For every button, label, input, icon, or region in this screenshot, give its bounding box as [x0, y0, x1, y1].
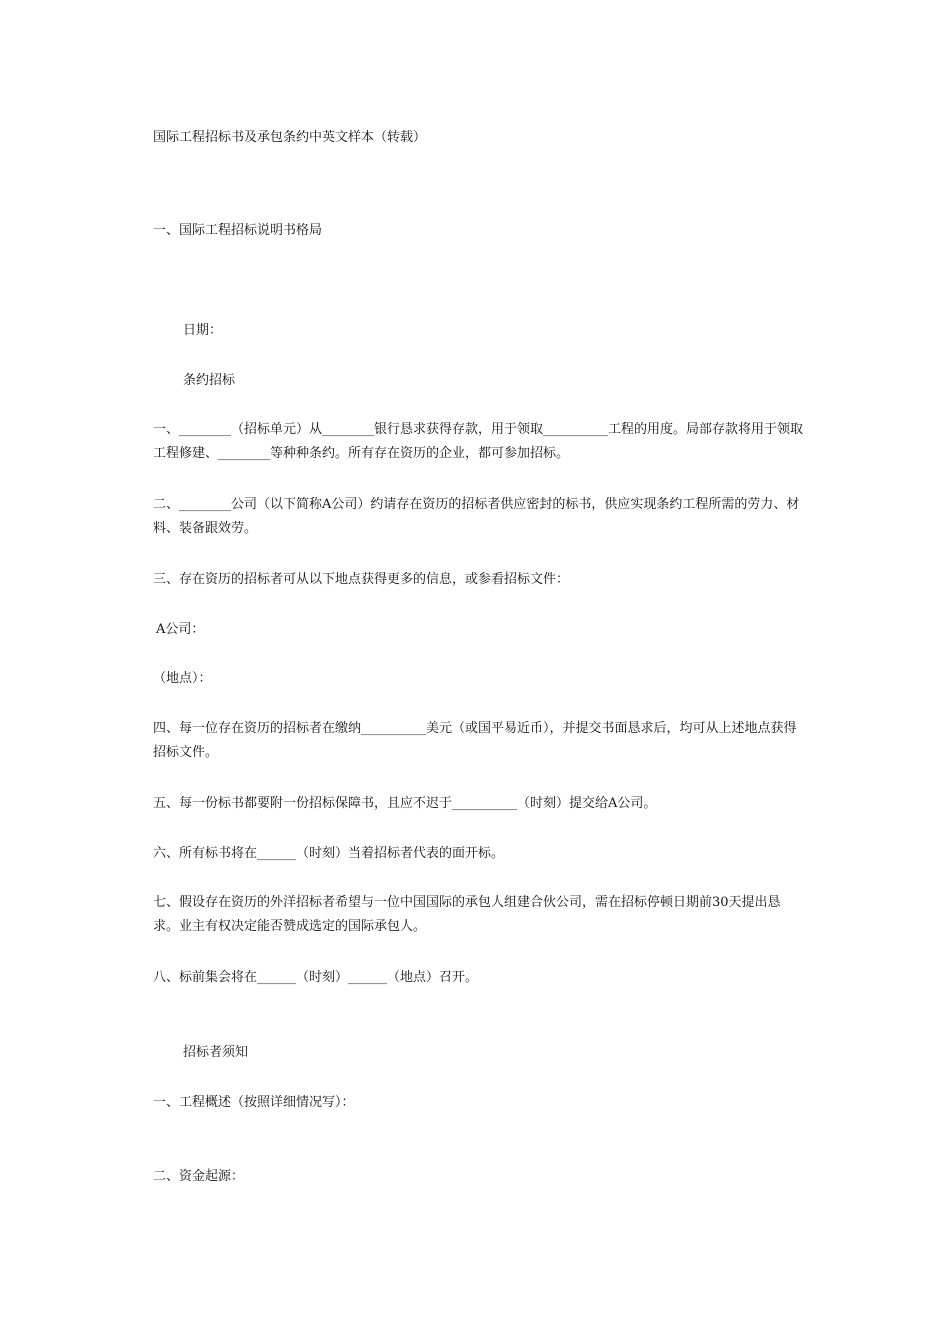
- subheading-bidder-instructions: 招标者须知: [183, 1045, 249, 1060]
- section-heading: 一、国际工程招标说明书格局: [153, 223, 323, 238]
- paragraph-item-6: 六、所有标书将在______（时刻）当着招标者代表的面开标。: [153, 846, 505, 861]
- document-title: 国际工程招标书及承包条约中英文样本（转载）: [153, 130, 427, 145]
- date-label: 日期：: [183, 323, 223, 338]
- note-funding-source: 二、资金起源：: [153, 1169, 245, 1184]
- paragraph-item-2: 二、________公司（以下简称A公司）约请存在资历的招标者供应密封的标书，供应实现条约工程所需的劳力、材料、装备跟效劳。: [153, 497, 800, 536]
- subheading-contract-bidding: 条约招标: [183, 373, 236, 388]
- company-a-label: A公司：: [156, 622, 205, 637]
- paragraph-item-5: 五、每一份标书都要附一份招标保障书，且应不迟于__________（时刻）提交给A公司。: [153, 796, 657, 811]
- paragraph-item-8: 八、标前集会将在______（时刻）______（地点）召开。: [153, 970, 479, 985]
- note-project-overview: 一、工程概述（按照详细情况写）：: [153, 1095, 355, 1110]
- paragraph-item-7: 七、假设存在资历的外洋招标者希望与一位中国国际的承包人组建合伙公司，需在招标停顿日期前30天提出恳求。业主有权决定能否赞成选定的国际承包人。: [153, 895, 781, 934]
- paragraph-item-1: 一、________（招标单元）从________银行恳求获得存款，用于领取__________工程的用度。局部存款将用于领取工程修建、________等种种条约。所有存在资历的企业，都可参加招标。: [153, 422, 804, 461]
- paragraph-item-3: 三、存在资历的招标者可从以下地点获得更多的信息，或参看招标文件：: [153, 572, 570, 587]
- location-label: （地点）：: [153, 671, 212, 686]
- paragraph-item-4: 四、每一位存在资历的招标者在缴纳__________美元（或国平易近币），并提交书面恳求后，均可从上述地点获得招标文件。: [153, 721, 797, 760]
